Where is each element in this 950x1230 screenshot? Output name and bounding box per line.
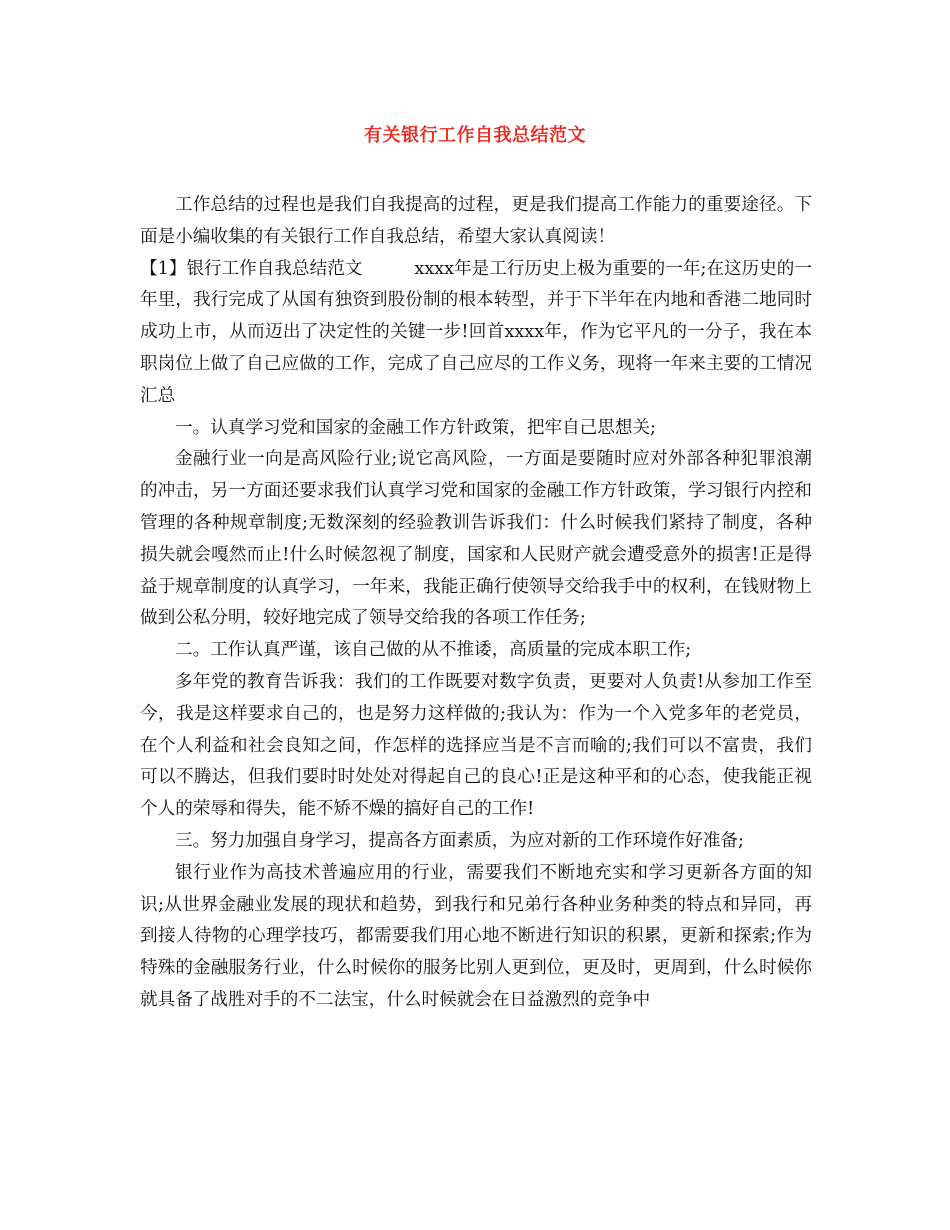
document-title: 有关银行工作自我总结范文 (364, 125, 586, 146)
paragraph-1: 金融行业一向是高风险行业;说它高风险，一方面是要随时应对外部各种犯罪浪潮的冲击，另一方面还要求我们认真学习党和国家的金融工作方针政策，学习银行内控和管理的各种规章制度;无数深刻的经验教训告诉我们：什么时候我们紧持了制度，各种损失就会嘎然而止!什么时候忽视了制度，国家和人民财产就会遭受意外的损害!正是得益于规章制度的认真学习，一年来，我能正确行使领导交给我手中的权利，在钱财物上做到公私分明，较好地完成了领导交给我的各项工作任务; (140, 449, 812, 629)
heading-2: 二。工作认真严谨，该自己做的从不推诿，高质量的完成本职工作; (175, 640, 692, 661)
paragraph-3: 银行业作为高技术普遍应用的行业，需要我们不断地充实和学习更新各方面的知识;从世界金融业发展的现状和趋势，到我行和兄弟行各种业务种类的特点和异同，再到接人待物的心理学技巧，都需要我们用心地不断进行知识的积累，更新和探索;作为特殊的金融服务行业，什么时候你的服务比别人更到位，更及时，更周到，什么时候你就具备了战胜对手的不二法宝，什么时候就会在日益激烈的竞争中 (140, 862, 812, 1010)
intro-paragraph: 工作总结的过程也是我们自我提高的过程，更是我们提高工作能力的重要途径。下面是小编收集的有关银行工作自我总结，希望大家认真阅读！ (140, 195, 812, 247)
paragraph-2: 多年党的教育告诉我：我们的工作既要对数字负责，更要对人负责!从参加工作至今，我是这样要求自己的，也是努力这样做的;我认为：作为一个入党多年的老党员，在个人利益和社会良知之间，作怎样的选择应当是不言而喻的;我们可以不富贵，我们可以不腾达，但我们要时时处处对得起自己的良心!正是这种平和的心态，使我能正视个人的荣辱和得失，能不矫不燥的搞好自己的工作! (140, 671, 812, 820)
document-body (140, 190, 812, 1017)
section1-paragraph (140, 254, 812, 413)
section1-label: 【1】银行工作自我总结范文 (140, 258, 363, 279)
section1-text: xxxx年是工行历史上极为重要的一年;在这历史的一年里，我行完成了从国有独资到股份制的根本转型，并于下半年在内地和香港二地同时成功上市，从而迈出了决定性的关键一步!回首xxxx年，作为它平凡的一分子，我在本职岗位上做了自己应做的工作，完成了自己应尽的工作义务，现将一年来主要的工情况汇总 (140, 258, 812, 406)
heading-1: 一。认真学习党和国家的金融工作方针政策，把牢自己思想关; (175, 417, 656, 438)
heading-3: 三。努力加强自身学习，提高各方面素质，为应对新的工作环境作好准备; (175, 830, 744, 851)
